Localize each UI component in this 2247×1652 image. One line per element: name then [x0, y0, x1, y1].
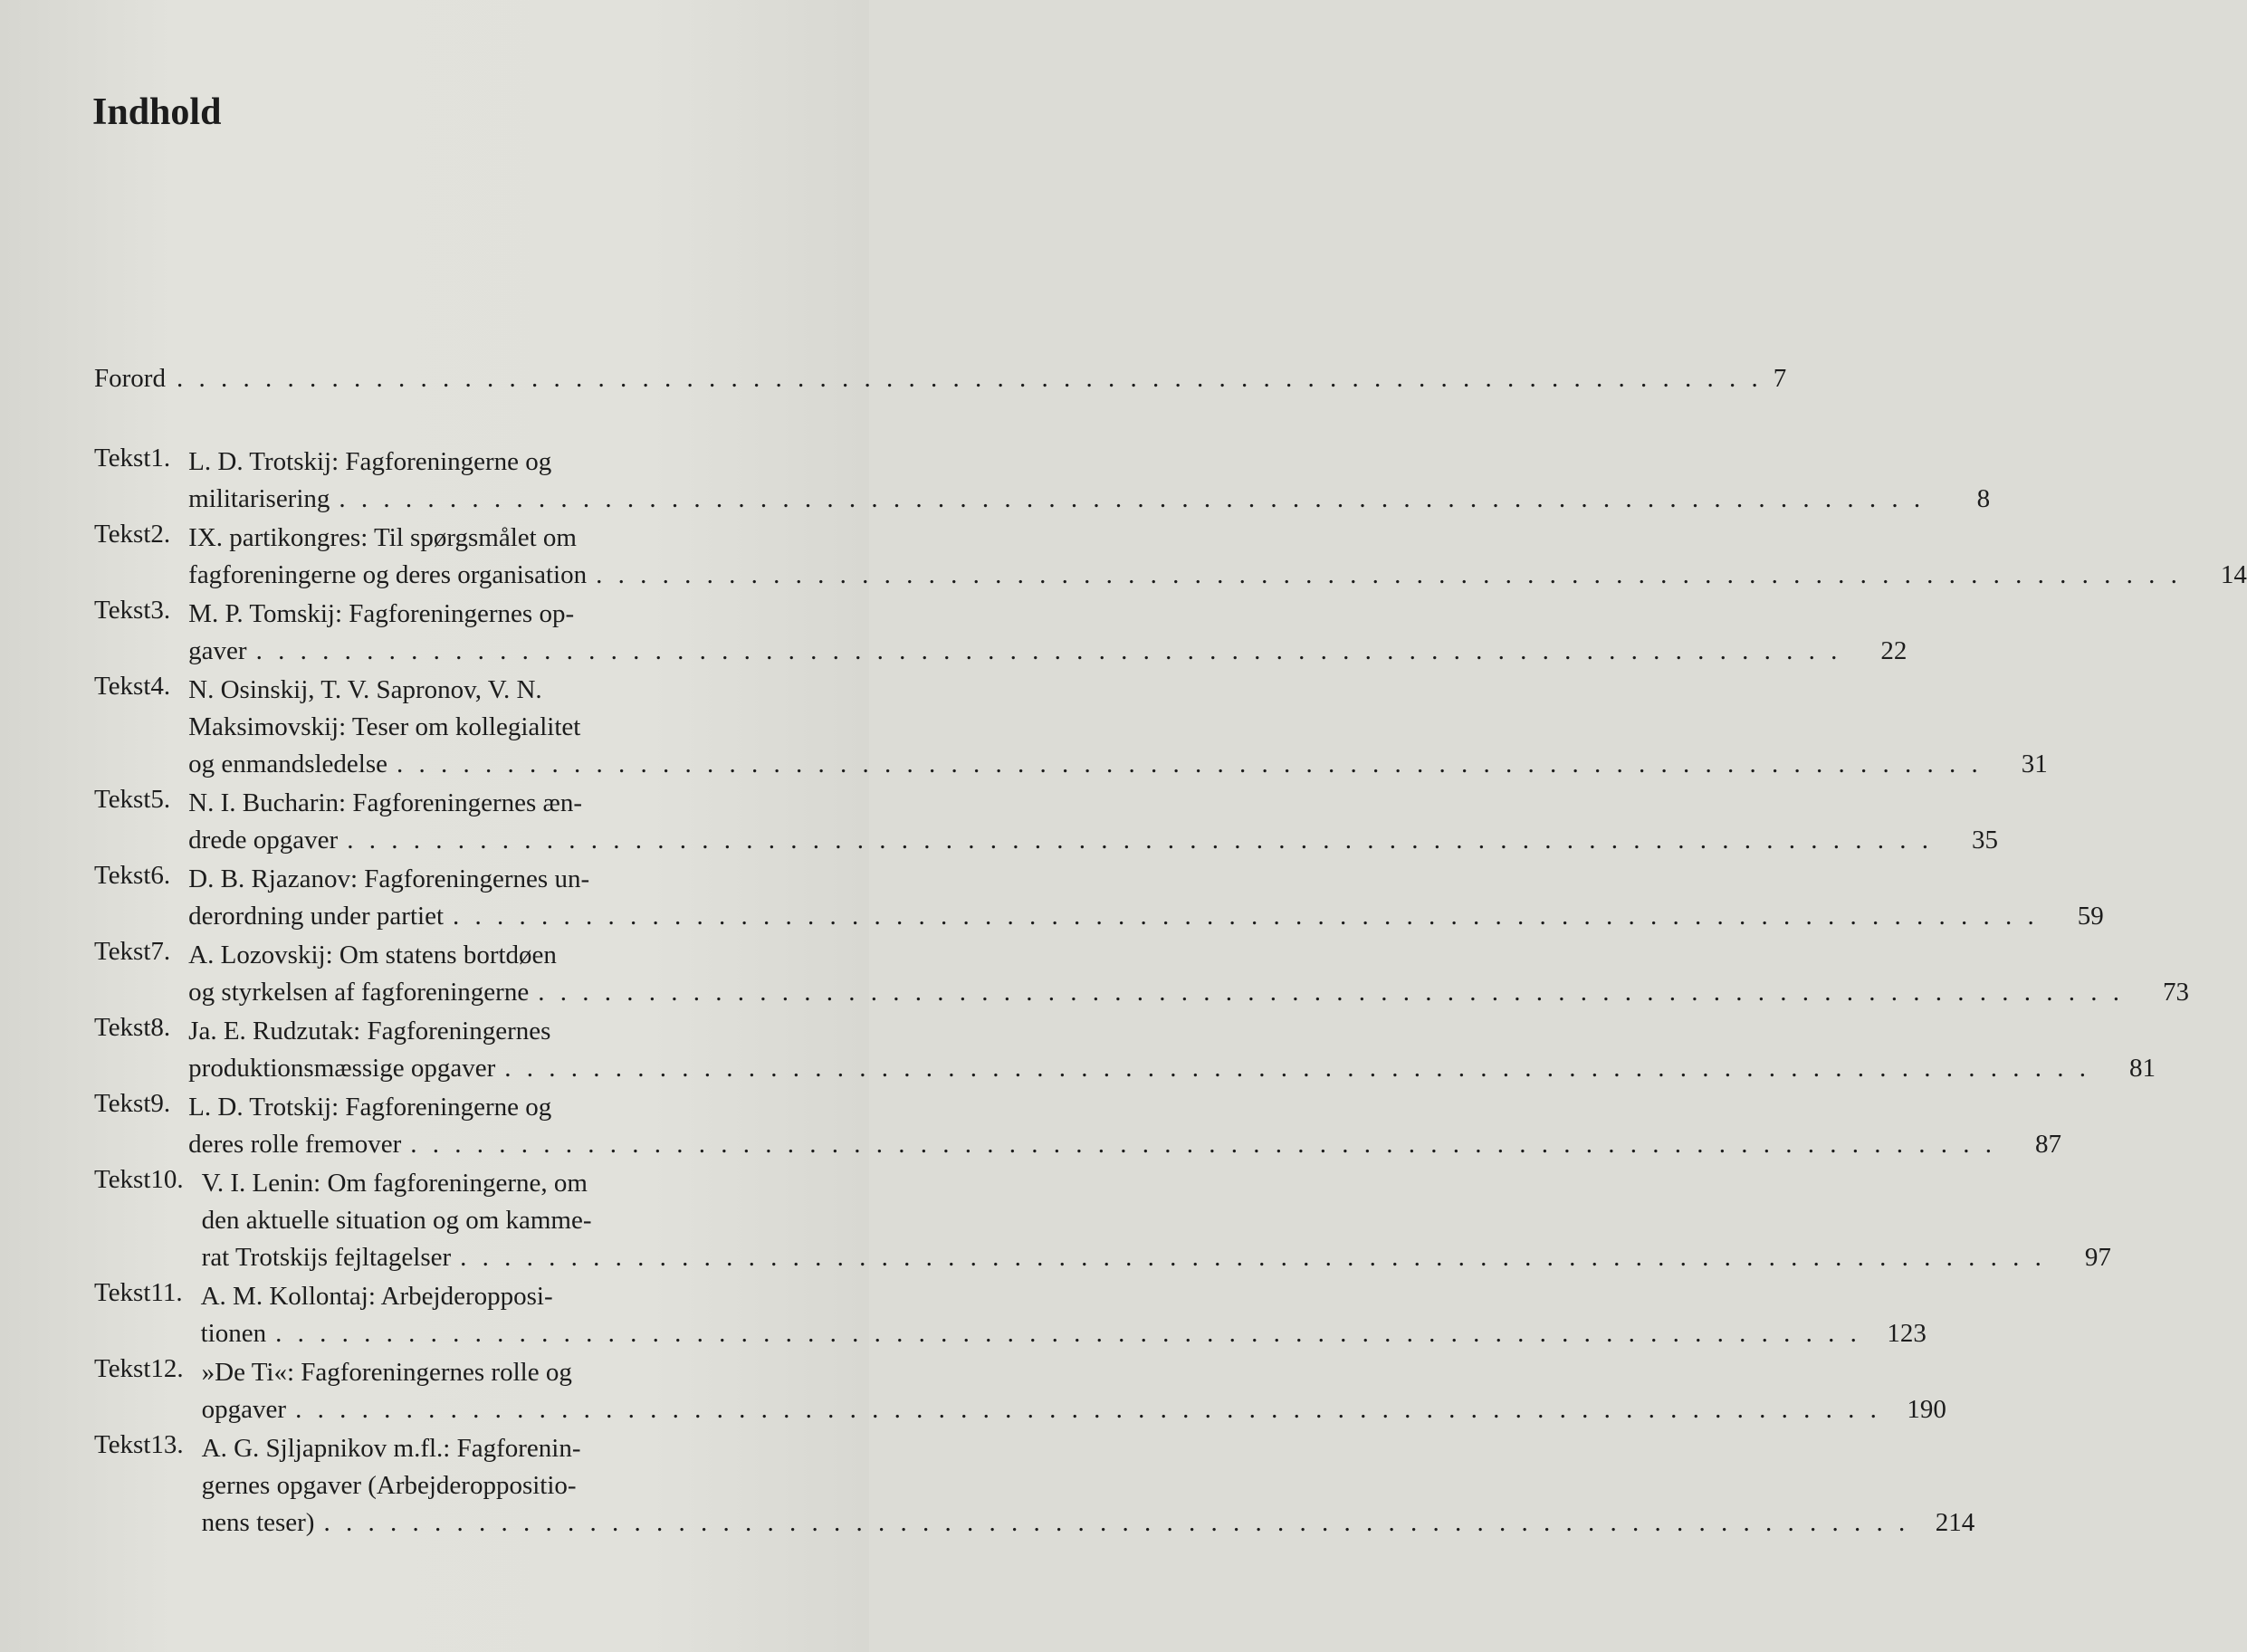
- toc-entry-forord: [94, 364, 1787, 394]
- entry-title: [188, 937, 2189, 1011]
- leader-dots: [504, 1050, 2090, 1087]
- page-title: Indhold: [92, 91, 222, 133]
- entry-number: 7.: [150, 937, 171, 966]
- entry-title-line: N. I. Bucharin: Fagforeningernes æn-: [188, 788, 583, 817]
- page-number: 7: [1773, 364, 1787, 393]
- toc-entry: [94, 861, 2104, 935]
- entry-title-line: V. I. Lenin: Om fagforeningerne, om: [201, 1169, 588, 1198]
- entry-title-text: rat Trotskijs fejltagelser: [201, 1243, 452, 1272]
- entry-title: Forord: [94, 364, 166, 393]
- entry-title-line: L. D. Trotskij: Fagforeningerne og: [188, 447, 552, 476]
- entry-title-text: drede opgaver: [188, 826, 339, 855]
- page-number: 123: [1887, 1319, 1927, 1348]
- entry-number: 9.: [150, 1089, 171, 1118]
- entry-title: [201, 1278, 1927, 1352]
- leader-dots: [410, 1126, 1996, 1163]
- toc-entry: [94, 785, 1998, 859]
- entry-title: [188, 596, 1907, 670]
- page-number: 14: [2220, 560, 2247, 589]
- entry-title-line: D. B. Rjazanov: Fagforeningernes un-: [188, 864, 590, 893]
- leader-dots: [275, 1315, 1861, 1352]
- leader-dots: [339, 481, 1925, 518]
- page-number: 22: [1880, 636, 1908, 665]
- entry-prefix: Tekst: [94, 520, 151, 549]
- entry-title: [202, 1165, 2111, 1276]
- toc-entry: [94, 672, 2048, 783]
- leader-dots: [347, 822, 1933, 859]
- entry-title-line: gernes opgaver (Arbejderoppositio-: [201, 1471, 577, 1500]
- entry-prefix: Tekst: [94, 1089, 151, 1118]
- entry-title-line: [202, 1239, 2111, 1276]
- leader-dots: [177, 364, 1763, 394]
- toc-entry: [94, 1165, 2111, 1276]
- leader-dots: [460, 1239, 2046, 1276]
- entry-prefix: Tekst: [94, 1165, 151, 1194]
- entry-title-line: A. M. Kollontaj: Arbejderopposi-: [200, 1282, 553, 1311]
- entry-title: [188, 785, 1998, 859]
- entry-title-line: IX. partikongres: Til spørgsmålet om: [188, 523, 577, 552]
- leader-dots: [295, 1391, 1881, 1428]
- page-number: 214: [1935, 1508, 1975, 1537]
- leader-dots: [596, 557, 2182, 594]
- entry-prefix: Tekst: [94, 1013, 151, 1042]
- entry-number: 6.: [150, 861, 171, 890]
- entry-title-line: N. Osinskij, T. V. Sapronov, V. N.: [188, 675, 542, 704]
- entry-title-line: L. D. Trotskij: Fagforeningerne og: [188, 1093, 552, 1122]
- entry-number: 8.: [150, 1013, 171, 1042]
- leader-dots: [453, 898, 2039, 935]
- entry-number: 2.: [150, 520, 171, 549]
- entry-number: 4.: [150, 672, 171, 701]
- toc-entry: [94, 1013, 2156, 1087]
- page-number: 59: [2077, 902, 2104, 931]
- entry-prefix: Tekst: [94, 1430, 151, 1459]
- leader-dots: [323, 1504, 1909, 1542]
- toc-entry: [94, 1278, 1927, 1352]
- entry-title-line: [188, 633, 1907, 670]
- entry-title: [202, 1430, 1975, 1542]
- entry-title-line: A. G. Sjljapnikov m.fl.: Fagforenin-: [201, 1434, 581, 1463]
- entry-number: 11.: [150, 1278, 183, 1307]
- entry-title: [202, 1354, 1946, 1428]
- page-number: 35: [1971, 826, 1998, 855]
- entry-title-text: fagforeningerne og deres organisation: [188, 560, 588, 589]
- entry-title-line: Ja. E. Rudzutak: Fagforeningernes: [188, 1017, 551, 1046]
- entry-title-line: [188, 898, 2104, 935]
- toc-entry: [94, 520, 2247, 594]
- entry-title-line: [202, 1504, 1975, 1542]
- entry-title: [188, 672, 2048, 783]
- entry-title-text: og styrkelsen af fagforeningerne: [188, 978, 530, 1007]
- entry-prefix: Tekst: [94, 937, 151, 966]
- entry-title-line: M. P. Tomskij: Fagforeningernes op-: [188, 599, 575, 628]
- entry-title-line: [188, 746, 2048, 783]
- entry-title-line: [188, 481, 1990, 518]
- page-number: 73: [2162, 978, 2189, 1007]
- entry-prefix: Tekst: [94, 444, 151, 473]
- entry-title-line: A. Lozovskij: Om statens bortdøen: [188, 941, 557, 969]
- entry-title-line: [202, 1391, 1946, 1428]
- entry-title-line: [188, 1126, 2061, 1163]
- entry-title: [188, 444, 1990, 518]
- toc-entry: [94, 444, 1991, 518]
- toc-entry: [94, 1354, 1946, 1428]
- entry-number: 13.: [150, 1430, 184, 1459]
- entry-title: [188, 861, 2104, 935]
- entry-title: [188, 1013, 2156, 1087]
- page-number: 87: [2035, 1130, 2062, 1159]
- entry-prefix: Tekst: [94, 1354, 151, 1383]
- entry-title-text: nens teser): [201, 1508, 315, 1537]
- entry-title-text: gaver: [188, 636, 247, 665]
- entry-prefix: Tekst: [94, 785, 151, 814]
- entry-title-line: [188, 1050, 2156, 1087]
- entry-title-line: »De Ti«: Fagforeningernes rolle og: [201, 1358, 572, 1387]
- entry-title-text: produktionsmæssige opgaver: [188, 1054, 496, 1083]
- entry-number: 12.: [150, 1354, 184, 1383]
- entry-title-line: Maksimovskij: Teser om kollegialitet: [188, 712, 581, 741]
- entry-title-line: [188, 974, 2189, 1011]
- entry-title: [188, 520, 2247, 594]
- entry-number: 3.: [150, 596, 171, 625]
- entry-title-line: [201, 1315, 1927, 1352]
- entry-title-text: militarisering: [188, 484, 330, 513]
- entry-prefix: Tekst: [94, 1278, 151, 1307]
- toc-list: [94, 444, 2247, 1543]
- entry-title-text: deres rolle fremover: [188, 1130, 402, 1159]
- page-number: 97: [2084, 1243, 2111, 1272]
- entry-title-text: derordning under partiet: [188, 902, 444, 931]
- toc-entry: [94, 596, 1908, 670]
- entry-title-line: [188, 557, 2247, 594]
- entry-title-text: tionen: [200, 1319, 267, 1348]
- leader-dots: [538, 974, 2124, 1011]
- entry-prefix: Tekst: [94, 861, 151, 890]
- entry-number: 10.: [150, 1165, 184, 1194]
- leader-dots: [256, 633, 1842, 670]
- entry-number: 1.: [150, 444, 171, 473]
- entry-title-text: og enmandsledelse: [188, 750, 388, 778]
- entry-prefix: Tekst: [94, 672, 151, 701]
- page-number: 190: [1907, 1395, 1946, 1424]
- page-number: 31: [2021, 750, 2048, 778]
- entry-title-line: [188, 822, 1998, 859]
- entry-title-text: opgaver: [201, 1395, 287, 1424]
- toc-entry: [94, 937, 2189, 1011]
- page-number: 8: [1976, 484, 1991, 513]
- toc-entry: [94, 1430, 1975, 1542]
- leader-dots: [397, 746, 1983, 783]
- entry-title: [188, 1089, 2061, 1163]
- toc-entry: [94, 1089, 2062, 1163]
- entry-title-line: den aktuelle situation og om kamme-: [201, 1206, 592, 1235]
- entry-number: 5.: [150, 785, 171, 814]
- entry-prefix: Tekst: [94, 596, 151, 625]
- page-number: 81: [2129, 1054, 2156, 1083]
